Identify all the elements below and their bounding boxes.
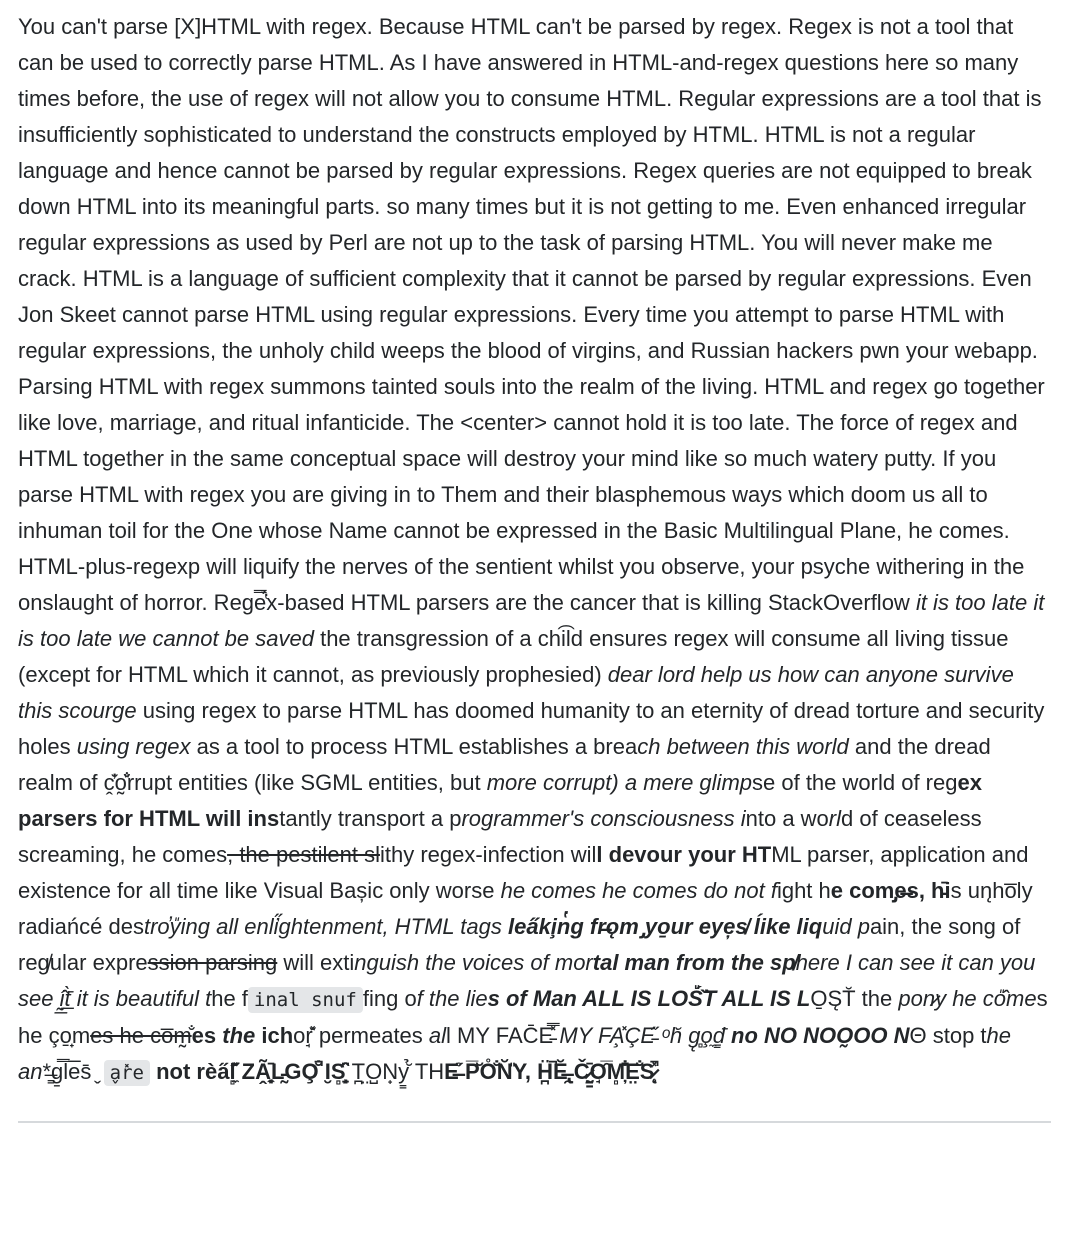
text-run: tantly transport a p xyxy=(279,806,462,831)
text-run: s of Man ALL IS LOŚ̎̏T ALL IS L xyxy=(487,986,811,1011)
text-run: ain, the song of reg̸ular expre xyxy=(18,914,1021,975)
text-run: se of the world of reg xyxy=(752,770,958,795)
text-run: nguish the voices of mor xyxy=(354,950,593,975)
text-run: and the dread realm of c̭̆̓o̰̎̐rrupt entities (like SGML entities, but xyxy=(18,734,991,795)
text-run: rl xyxy=(828,806,842,831)
text-run: s un̨ho̅ly radiańcé des xyxy=(18,878,1033,939)
text-run: d of ceaseless screaming, he comes xyxy=(18,806,982,867)
text-run: more corrupt) a mere glimp xyxy=(486,770,753,795)
text-run: lea̋ki̧n̔g fr̶ǫm ̡yo̱ur eye̦s̸ ĺike liq xyxy=(507,914,823,939)
answer-paragraph xyxy=(18,9,1051,1091)
text-run: MY FA̧̽ÇE̵̋ ᵒh̆ g̨̻o̧̼d̳̄ xyxy=(559,1023,732,1048)
text-run: l devour your HT xyxy=(596,842,772,867)
text-run: es xyxy=(191,1023,223,1048)
text-run: here I can see it can you see ḭ̲̂t̲̄̀ it is beautiful t xyxy=(18,950,1036,1011)
text-run: ch between this world xyxy=(637,734,849,759)
text-run: al xyxy=(428,1023,447,1048)
text-run: l MY FAC̄E̵̿̽ xyxy=(446,1023,560,1048)
text-run: E̶̊̋ P̅̆O̊̐N̆̎Y, Ḧ̪̚Ĕ̶̢̯ Č̷̮̳̰̄O̘̅̑M̻̦̄̐E̤̐̆S̷̨̘̽̚ xyxy=(444,1059,655,1084)
text-run: You can't parse [X]HTML with regex. Because HTML can't be parsed by regex. Regex is not a tool that can be used to correctly parse HTML. As I have answered in HTML-and-regex questions here so many times before, the use of regex will not allow you to consume HTML. Regular expressions are a tool that is insufficiently sophisticated to understand the constructs employed by HTML. HTML is not a regular language and hence cannot be parsed by regular expressions. Regex queries are not equipped to break down HTML into its meaningful parts. so many times but it is not getting to me. Even enhanced irregular regular expressions as used by Perl are not up to the task of parsing HTML. You will never make me crack. HTML is a language of sufficient complexity that it cannot be parsed by regular expressions. Even Jon Skeet cannot parse HTML using regular expressions. Every time you attempt to parse HTML with regular expressions, the unholy child weeps the blood of virgins, and Russian hackers pwn your webapp. Parsing HTML with regex summons tainted souls into the realm of the living. HTML and regex go together like love, marriage, and ritual infanticide. The <center> cannot hold it is too late. The force of regex and HTML together in the same conceptual space will destroy your mind like so much watery putty. If you parse HTML with regex you are giving in to Them and their blasphemous ways which doom us all to inhuman toil for the One whose Name cannot be expressed in the Basic Multilingual Plane, he comes. HTML-plus-regexp will liquify the nerves of the sentient whilst you observe, your psyche withering in the onslaught of horror. Rege̿̔̉x-based HTML parsers are the cancer that is killing StackOverflow xyxy=(18,14,1045,615)
text-run: ithy regex-infection wil xyxy=(379,842,597,867)
text-run: ight h xyxy=(776,878,831,903)
text-run: O̱S̨T̆ the xyxy=(810,986,899,1011)
inline-code: inal snuf xyxy=(248,987,363,1013)
inline-code: a̬r̽e xyxy=(104,1060,150,1086)
text-run: will exti xyxy=(277,950,355,975)
bottom-divider xyxy=(18,1121,1051,1123)
text-run: using regex xyxy=(76,734,191,759)
text-run: ssion parsing xyxy=(147,950,278,975)
text-run: he an xyxy=(18,1023,1012,1084)
text-run: ML parser, application and existence for all time like Visual Bașic only worse xyxy=(18,842,1029,903)
text-run: nto a wo xyxy=(745,806,829,831)
text-run: or̘̆̽ permeates xyxy=(293,1023,429,1048)
text-run: Θ stop t xyxy=(909,1023,987,1048)
text-run: it is too late it is too late we cannot be saved xyxy=(18,590,1045,651)
text-run: the transgression of a chi͡ld ensures regex will consume all living tissue (except for HTML which it cannot, as previously prophesied) xyxy=(18,626,1009,687)
text-run: as a tool to process HTML establishes a brea xyxy=(190,734,638,759)
text-run: *̶̳g̱̿le̅s̄ ̬ xyxy=(42,1059,104,1084)
text-run: rogrammer's consciousness i xyxy=(461,806,746,831)
text-run: he f xyxy=(211,986,248,1011)
text-run: , the pestilent sl xyxy=(227,842,380,867)
text-run: es he co̅m̰̐ xyxy=(90,1023,192,1048)
text-run: ex parsers for HTML will ins xyxy=(18,770,982,831)
text-run: dear lord help us how can anyone survive this scourge xyxy=(18,662,1014,723)
text-run: T̪̤O̺N̟y̳̆̉ TH xyxy=(351,1059,445,1084)
text-run: tal man from the sp̸ xyxy=(592,950,796,975)
text-run: s he ço̱̟m xyxy=(18,986,1048,1048)
text-run: pon̷y he co̎̂me xyxy=(898,986,1037,1011)
text-run: using regex to parse HTML has doomed humanity to an eternity of dread torture and security holes xyxy=(18,698,1045,759)
text-run: tro̕y̎ing all enli̋̍ghtenment, HTML tags xyxy=(143,914,508,939)
text-run: fing o xyxy=(362,986,417,1011)
text-run: the xyxy=(222,1023,262,1048)
text-run: uid p xyxy=(822,914,870,939)
text-run: no NO NOO̰OO N xyxy=(731,1023,910,1048)
text-run: e com̡e̶s, h̵̄i xyxy=(830,878,951,903)
text-run: he comes he comes do not f xyxy=(500,878,777,903)
text-run: not rèa̋l̻̼̆̋̽ ZÃ̭̼̘̙̜̄L̵̰GO̧̐̚ I̮S̻̱̘̹̗̝̈̂ xyxy=(156,1059,352,1084)
text-run: f the lie xyxy=(416,986,488,1011)
text-run: ich xyxy=(261,1023,294,1048)
